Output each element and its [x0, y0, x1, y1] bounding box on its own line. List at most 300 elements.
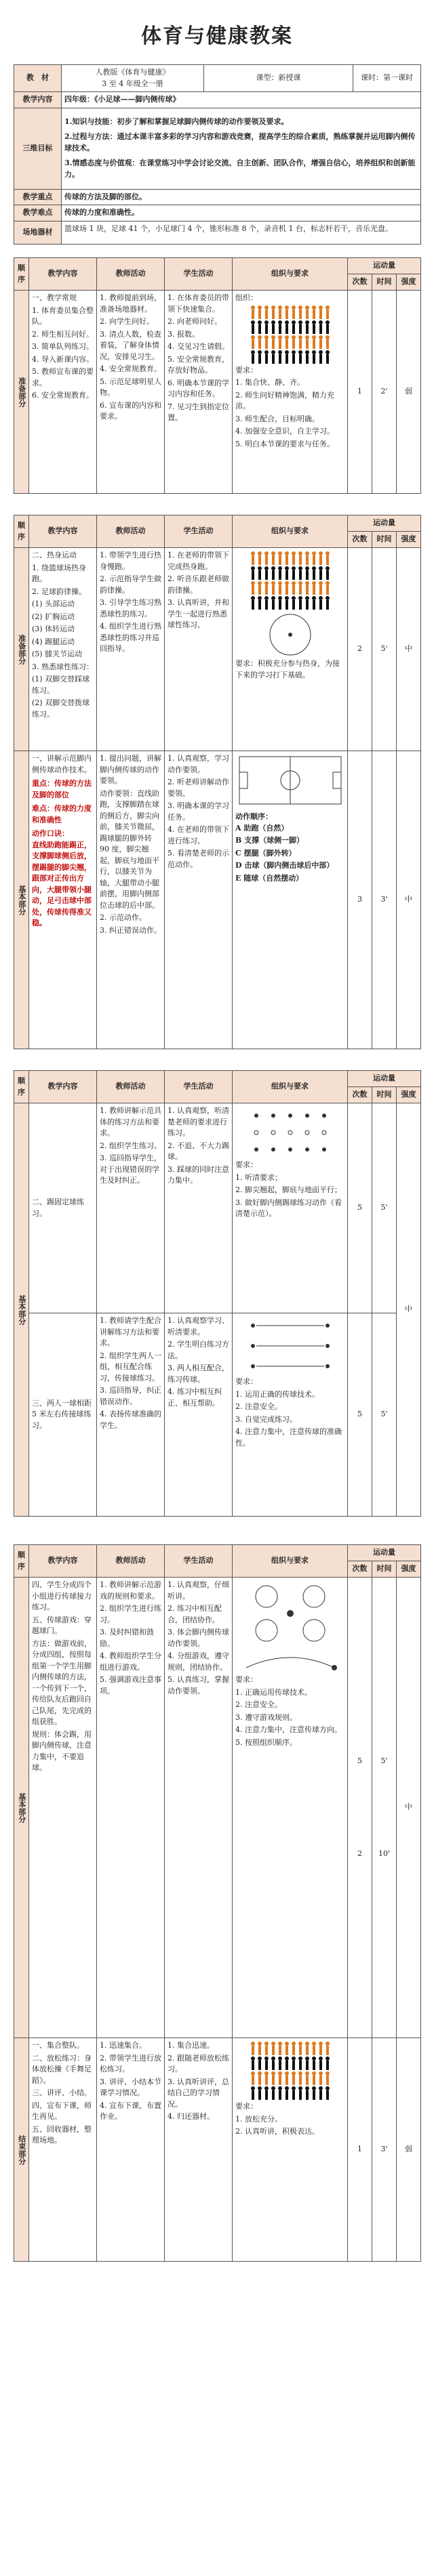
student-figure-icon	[325, 2071, 330, 2085]
content-list	[29, 548, 97, 751]
student-figure-icon	[264, 2056, 269, 2070]
content-list	[29, 2038, 97, 2262]
formation-row	[235, 335, 344, 349]
teacher-list	[97, 2038, 165, 2262]
list-item: 2. 听老师讲解动作要领。	[167, 778, 229, 798]
verse-title: 动作口诀：	[32, 829, 69, 838]
ball-path-diagram	[239, 1647, 341, 1674]
player-dot	[326, 1324, 330, 1328]
times-value: 3	[348, 751, 372, 1049]
org-requirements	[235, 1674, 344, 1748]
list-item: 3. 纠正错误动作。	[100, 925, 161, 935]
student-figure-icon	[250, 2042, 256, 2055]
player-dot	[288, 1147, 292, 1152]
student-figure-icon	[318, 2042, 323, 2055]
player-dot	[322, 1147, 326, 1152]
student-figure-icon	[257, 596, 262, 610]
time-header: 时间	[372, 274, 397, 291]
list-item: 2. 练习中相互配合，团结协作。	[167, 1604, 222, 1624]
list-item: A 助跑（自然）	[235, 823, 289, 832]
player-dot	[305, 1147, 309, 1152]
content-intro: 一、讲解示范脚内侧传球动作技术。	[32, 754, 92, 774]
student-figure-icon	[298, 2042, 303, 2055]
student-figure-icon	[257, 551, 262, 565]
student-figure-icon	[284, 2042, 290, 2055]
pass-row	[251, 1324, 330, 1328]
organization-cell	[233, 1578, 348, 2038]
student-figure-icon	[318, 566, 323, 580]
intensity-header: 强度	[397, 1561, 421, 1578]
student-figure-icon	[325, 551, 330, 565]
list-item: 3. 踩球的同时注意力集中。	[167, 1164, 229, 1185]
times-value-b: 2	[357, 1849, 362, 1858]
list-item: 1. 教师讲解示范游戏的规则和要求。	[100, 1580, 161, 1601]
goal-left	[239, 772, 248, 788]
center-ball	[287, 1610, 294, 1617]
student-figure-icon	[271, 2071, 276, 2085]
list-item: 四、学生分成四个小组进行传球接力练习。	[32, 1580, 92, 1611]
goal-right	[333, 772, 341, 788]
student-figure-icon	[311, 2056, 317, 2070]
list-item: 3. 引导学生练习熟悉球性的练习。	[100, 598, 161, 618]
difficulty-value: 传球的力度和准确性。	[62, 205, 421, 221]
org-requirements-a	[235, 1160, 344, 1220]
intensity-header: 强度	[397, 274, 421, 291]
list-item: 方法：做游戏前，分成四组，按照每组第一个学生用脚内侧传球的方法，一个传到下一个，传给队友后跑回自己队尾，先完成的组获胜。	[32, 1639, 92, 1726]
student-figure-icon	[264, 551, 269, 565]
student-figure-icon	[325, 350, 330, 364]
list-item: 一、集合整队。	[32, 2041, 84, 2050]
order-header: 顺序	[14, 1071, 29, 1103]
student-header: 学生活动	[165, 515, 233, 548]
student-figure-icon	[277, 335, 283, 349]
student-figure-icon	[311, 350, 317, 364]
content-label: 教学内容	[14, 92, 62, 108]
list-item: 1. 集合迅速。	[167, 2041, 214, 2050]
list-item: 2. 不追、不大力踢球。	[167, 1141, 229, 1161]
list-item: 2. 注意安全。	[235, 1700, 282, 1709]
list-item: 2. 师生相互问好。	[32, 329, 94, 339]
teacher-list	[97, 291, 165, 494]
student-figure-icon	[271, 596, 276, 610]
student-list	[165, 291, 233, 494]
formation-figures	[235, 2042, 344, 2100]
times-value: 1	[348, 291, 372, 494]
player-dot	[254, 1114, 258, 1118]
order-header: 顺序	[14, 258, 29, 291]
list-item: 2. 学生明白练习方法。	[167, 1340, 229, 1360]
student-figure-icon	[271, 320, 276, 334]
student-figure-icon	[298, 320, 303, 334]
student-figure-icon	[271, 551, 276, 565]
lesson-period: 课时：第一课时	[353, 65, 421, 92]
teacher-list	[97, 1578, 165, 2038]
ball-path	[246, 1657, 334, 1668]
list-item: 3. 做好脚内侧踢球练习动作（看清楚示范）。	[235, 1198, 342, 1218]
org-requirements	[235, 365, 344, 450]
list-item: 4. 分组游戏，遵守规则，团结协作。	[167, 1651, 229, 1672]
formation-row	[235, 350, 344, 364]
list-item: 1. 听清要求；	[235, 1173, 282, 1182]
org-requirements	[235, 2101, 344, 2138]
content-b: 三、两人一球相距 5 米左右传接球练习。	[29, 1313, 97, 1517]
list-item: 1. 集合快、静、齐。	[235, 378, 304, 387]
list-item: 6. 安全常规教育。	[32, 391, 94, 400]
student-figure-icon	[257, 2056, 262, 2070]
times-value: 1	[348, 2038, 372, 2262]
student-figure-icon	[298, 566, 303, 580]
list-item: D 击球（脚内侧击球后中部）	[235, 861, 334, 870]
student-header: 学生活动	[165, 1071, 233, 1103]
list-item: (2) 扩胸运动	[32, 612, 75, 621]
list-item: 3. 认真听讲评，总结自己的学习情况。	[167, 2077, 229, 2109]
goal-1: 1.知识与技能：初步了解和掌握足球脚内侧传球的动作要领及要求。	[64, 117, 289, 126]
student-figure-icon	[325, 596, 330, 610]
student-figure-icon	[298, 2071, 303, 2085]
material-value: 人教版《体育与健康》 3 至 4 年级全一册	[62, 65, 204, 92]
intensity-value: 中	[397, 1578, 421, 2038]
teacher-header: 教师活动	[97, 1071, 165, 1103]
student-figure-icon	[298, 335, 303, 349]
list-item: 1. 提出问题，讲解脚内侧传球的动作要领。	[100, 754, 161, 785]
student-list	[165, 2038, 233, 2262]
goal-3: 3.情感态度与价值观：在课堂练习中学会讨论交流、自主创新、团队合作，增强自信心，培养组织和创新能力。	[64, 159, 416, 179]
ball-dot	[254, 1131, 258, 1135]
list-item: 1. 运用正确的传球技术。	[235, 1389, 319, 1399]
list-item: 3. 清点人数，检查着装，了解身体情况，安排见习生。	[100, 329, 161, 361]
lesson-type: 课型：新授课	[204, 65, 353, 92]
student-figure-icon	[277, 581, 283, 595]
student-figure-icon	[325, 566, 330, 580]
list-item: 3. 简单队列练习。	[32, 342, 94, 351]
list-item: 1. 体育委员集合整队。	[32, 305, 94, 326]
student-figure-icon	[291, 581, 296, 595]
formation-row	[235, 551, 344, 565]
organization-cell	[233, 2038, 348, 2262]
ball-dot	[305, 1131, 309, 1135]
content-a: 二、踢固定球练习。	[29, 1103, 97, 1313]
list-item: (1) 头部运动	[32, 599, 75, 608]
list-item: 3. 师生配合，目标明确。	[235, 414, 319, 423]
list-item: (3) 体转运动	[32, 625, 75, 633]
student-figure-icon	[318, 350, 323, 364]
list-item: 1. 认真观察学习、听清要求。	[167, 1316, 229, 1336]
lesson-info-table	[14, 64, 421, 245]
student-figure-icon	[277, 2042, 283, 2055]
times-header: 次数	[348, 532, 372, 548]
list-item: 1. 带领学生进行热身慢跑。	[100, 551, 161, 571]
student-figure-icon	[257, 566, 262, 580]
student-figure-icon	[277, 350, 283, 364]
student-figure-icon	[250, 2056, 256, 2070]
list-item: 2. 示范指导学生做韵律操。	[100, 574, 161, 595]
student-figure-icon	[284, 2056, 290, 2070]
list-item: 4. 注意力集中，注意传球的准确性。	[235, 1427, 342, 1448]
ball-dot	[332, 1665, 337, 1670]
student-figure-icon	[284, 581, 290, 595]
student-figure-icon	[304, 305, 310, 319]
content-header: 教学内容	[29, 515, 97, 548]
list-item: 3. 巡回指导学生，对于出现错误的学生及时纠正。	[100, 1154, 161, 1185]
list-item: 2. 组织学生两人一组，相互配合练习，传接球练习。	[100, 1351, 161, 1382]
formation-figures	[235, 305, 344, 364]
list-item: 4. 宣布下课，布置作业。	[100, 2100, 161, 2121]
order-header: 顺序	[14, 1545, 29, 1578]
part-label: 准备部分	[14, 548, 29, 751]
player-dot	[326, 1344, 330, 1348]
list-item: 二、放松练习：身体放松操《手舞足蹈》。	[32, 2053, 92, 2085]
ball-dot	[322, 1131, 326, 1135]
student-header: 学生活动	[165, 258, 233, 291]
part-label: 基本部分	[14, 751, 29, 1049]
student-figure-icon	[291, 2056, 296, 2070]
student-figure-icon	[257, 335, 262, 349]
student-figure-icon	[250, 350, 256, 364]
intensity-value: 中	[397, 751, 421, 1049]
student-figure-icon	[250, 305, 256, 319]
student-figure-icon	[291, 305, 296, 319]
list-item: (1) 双脚交替踩球练习。	[32, 675, 90, 695]
player-dot	[288, 1114, 292, 1118]
pass-row	[251, 1344, 330, 1348]
student-figure-icon	[284, 596, 290, 610]
list-item: 1. 迅速集合。	[100, 2041, 146, 2050]
list-item: 要求：	[235, 1377, 258, 1386]
student-figure-icon	[271, 305, 276, 319]
student-figure-icon	[284, 2071, 290, 2085]
list-item: 5. 安全常规教育，存放好物品。	[167, 354, 229, 375]
student-figure-icon	[264, 581, 269, 595]
student-list-a	[165, 1103, 233, 1313]
student-figure-icon	[264, 335, 269, 349]
formation-figures	[235, 551, 344, 610]
student-figure-icon	[284, 551, 290, 565]
content-key: 重点：传球的方法及脚的部位	[32, 779, 92, 799]
student-figure-icon	[311, 2042, 317, 2055]
time-value: 3'	[372, 2038, 397, 2262]
load-header: 运动量	[348, 1545, 421, 1561]
times-value-b: 5	[348, 1313, 372, 1517]
content-list	[29, 1578, 97, 2038]
list-item: 2. 组织学生练习。	[100, 1141, 161, 1150]
student-figure-icon	[311, 305, 317, 319]
student-list	[165, 751, 233, 1049]
player-dot	[251, 1344, 255, 1348]
student-figure-icon	[277, 2056, 283, 2070]
player-dot	[251, 1364, 255, 1368]
material-label: 教 材	[14, 65, 62, 92]
student-figure-icon	[264, 305, 269, 319]
list-item: 4. 教师组织学生分组进行游戏。	[100, 1651, 161, 1672]
list-item: 一、教学常规	[32, 293, 77, 302]
list-item: 4. 组织学生进行熟悉球性的练习并巡回指导。	[100, 622, 161, 653]
list-item: 2. 向学生问好。	[100, 317, 154, 326]
goal-2: 2.过程与方法：通过本课丰富多彩的学习内容和游戏竞赛，提高学生的综合素质，熟练掌握并运用脚内侧传球技术。	[64, 132, 416, 152]
organization-cell-a	[233, 1103, 348, 1313]
section-prep-1	[14, 257, 421, 494]
student-figure-icon	[250, 335, 256, 349]
student-figure-icon	[257, 2042, 262, 2055]
list-item: 动作要领：直线助跑，支撑脚踏在球的侧后方，脚尖向前，膝关节微屈，踢球腿的脚外转 90 度，脚尖翘起，脚底与地面平行，以膝关节为轴，大腿带动小腿前摆，用脚内侧部位击球的后中部。	[100, 788, 159, 910]
list-item: 1. 教师提前到场，准备场地器材。	[100, 293, 161, 314]
list-item: 1. 教师讲解示范具体的练习方法和要求。	[100, 1106, 161, 1137]
list-item: 2. 向老师问好。	[167, 317, 222, 326]
teacher-header: 教师活动	[97, 258, 165, 291]
player-dot	[322, 1114, 326, 1118]
list-item: 5. 教师宣布课的要求。	[32, 367, 94, 387]
student-figure-icon	[304, 581, 310, 595]
list-item: 6. 宣布课的内容和要求。	[100, 400, 161, 421]
organization-header: 组织与要求	[233, 1071, 348, 1103]
student-figure-icon	[298, 305, 303, 319]
student-figure-icon	[250, 581, 256, 595]
list-item: (2) 双脚交替拨球练习。	[32, 698, 90, 719]
pass-row	[251, 1364, 330, 1368]
student-figure-icon	[318, 305, 323, 319]
student-figure-icon	[284, 335, 290, 349]
list-item: 二、热身运动	[32, 551, 77, 559]
intensity-header: 强度	[397, 1087, 421, 1103]
list-item: 6. 明确本节课的学习内容和任务。	[167, 378, 229, 398]
times-value	[348, 1578, 372, 2038]
student-figure-icon	[250, 596, 256, 610]
list-item: 4. 归还器材。	[167, 2112, 214, 2121]
list-item: E 随球（自然摆动）	[235, 873, 304, 883]
list-item: 2. 听音乐跟老师做韵律操。	[167, 574, 229, 595]
load-header: 运动量	[348, 1071, 421, 1087]
list-item: 5. 认真练习，掌握动作要领。	[167, 1675, 229, 1695]
smiley-face-icon	[256, 1620, 277, 1641]
student-figure-icon	[291, 2071, 296, 2085]
list-item: 要求：积极充分参与热身，为接下来的学习打下基础。	[235, 659, 340, 679]
list-item: 2. 带领学生进行放松练习。	[100, 2053, 161, 2073]
org-actions-title: 动作顺序：	[235, 812, 273, 821]
student-figure-icon	[311, 2086, 317, 2100]
intensity-header: 强度	[397, 532, 421, 548]
student-figure-icon	[298, 350, 303, 364]
teacher-list	[97, 548, 165, 751]
smiley-face-icon	[256, 1586, 277, 1607]
student-figure-icon	[284, 350, 290, 364]
teacher-header: 教师活动	[97, 515, 165, 548]
student-figure-icon	[291, 2086, 296, 2100]
time-value	[372, 1578, 397, 2038]
formation-row	[235, 2071, 344, 2085]
list-item: 4. 加强安全意识，自主学习。	[235, 427, 334, 436]
student-figure-icon	[311, 596, 317, 610]
time-value-a: 5'	[380, 1756, 388, 1765]
student-figure-icon	[277, 320, 283, 334]
list-item: 要求：	[235, 1160, 258, 1169]
times-header: 次数	[348, 1087, 372, 1103]
time-value: 5'	[372, 548, 397, 751]
list-item: 1. 在老师的带领下完成热身跑。	[167, 551, 229, 571]
pair-pass-diagram	[243, 1315, 338, 1376]
list-item: 2. 认真听讲，积极表达。	[235, 2127, 319, 2136]
list-item: 4. 练习中相互纠正、相互帮助。	[167, 1387, 222, 1408]
list-item: 规则：体会踢，用脚内侧传球，注意力集中，不要追球。	[32, 1729, 92, 1772]
student-figure-icon	[304, 350, 310, 364]
student-figure-icon	[325, 2042, 330, 2055]
student-figure-icon	[271, 2056, 276, 2070]
list-item: 4. 在老师的带领下进行练习。	[167, 825, 229, 845]
player-dot	[251, 1324, 255, 1328]
student-figure-icon	[318, 2086, 323, 2100]
time-value-b: 10'	[378, 1849, 391, 1858]
intensity-value: 中	[397, 1103, 421, 1517]
list-item: 1. 正确运用传球技术。	[235, 1687, 312, 1697]
list-item: 3. 体会脚内侧传球动作要领。	[167, 1628, 229, 1648]
list-item: 3. 熟悉球性练习：	[32, 662, 94, 671]
student-figure-icon	[284, 320, 290, 334]
list-item: 4. 交见习生请假。	[167, 342, 229, 351]
student-figure-icon	[264, 596, 269, 610]
organization-header: 组织与要求	[233, 258, 348, 291]
list-item: 要求：	[235, 365, 258, 375]
verse-text: 直线助跑能踢正，支撑脚球侧后放，摆踢腿的脚尖翘，跟部对正传出方向，大腿带领小腿动，足弓击球中部处，传球传得准又稳。	[32, 840, 92, 927]
list-item: (4) 踢腿运动	[32, 637, 75, 646]
student-figure-icon	[291, 350, 296, 364]
student-figure-icon	[250, 566, 256, 580]
section-basic-2	[14, 1070, 421, 1517]
student-figure-icon	[257, 581, 262, 595]
student-figure-icon	[291, 566, 296, 580]
formation-row	[235, 2042, 344, 2055]
goals-cell	[62, 108, 421, 189]
time-header: 时间	[372, 1087, 397, 1103]
list-item: 三、讲评、小结。	[32, 2088, 92, 2097]
student-figure-icon	[304, 566, 310, 580]
formation-row	[235, 305, 344, 319]
student-figure-icon	[304, 335, 310, 349]
player-dot	[271, 1114, 275, 1118]
organization-cell	[233, 548, 348, 751]
times-header: 次数	[348, 1561, 372, 1578]
student-figure-icon	[304, 2086, 310, 2100]
list-item: B 支撑（球侧一脚）	[235, 836, 304, 845]
student-figure-icon	[271, 335, 276, 349]
list-item: 3. 报数。	[167, 329, 199, 339]
teacher-list-b	[97, 1313, 165, 1517]
student-list	[165, 548, 233, 751]
teacher-header: 教师活动	[97, 1545, 165, 1578]
student-figure-icon	[304, 320, 310, 334]
content-header: 教学内容	[29, 258, 97, 291]
student-figure-icon	[257, 305, 262, 319]
goals-label: 三维目标	[14, 108, 62, 189]
student-figure-icon	[298, 551, 303, 565]
player-dot	[305, 1114, 309, 1118]
formation-row	[235, 581, 344, 595]
student-figure-icon	[291, 551, 296, 565]
student-figure-icon	[277, 2086, 283, 2100]
student-figure-icon	[311, 2071, 317, 2085]
content-difficulty: 难点：传球的力度和准确性	[32, 804, 92, 824]
student-figure-icon	[298, 596, 303, 610]
student-figure-icon	[311, 551, 317, 565]
time-header: 时间	[372, 1561, 397, 1578]
part-label: 结束部分	[14, 2038, 29, 2262]
formation-center-marker	[288, 633, 292, 637]
times-header: 次数	[348, 274, 372, 291]
org-title: 组织：	[235, 293, 258, 302]
student-figure-icon	[264, 2042, 269, 2055]
key-label: 教学重点	[14, 189, 62, 205]
times-value-a: 5	[348, 1103, 372, 1313]
student-list	[165, 1578, 233, 2038]
student-figure-icon	[318, 320, 323, 334]
content-header: 教学内容	[29, 1071, 97, 1103]
